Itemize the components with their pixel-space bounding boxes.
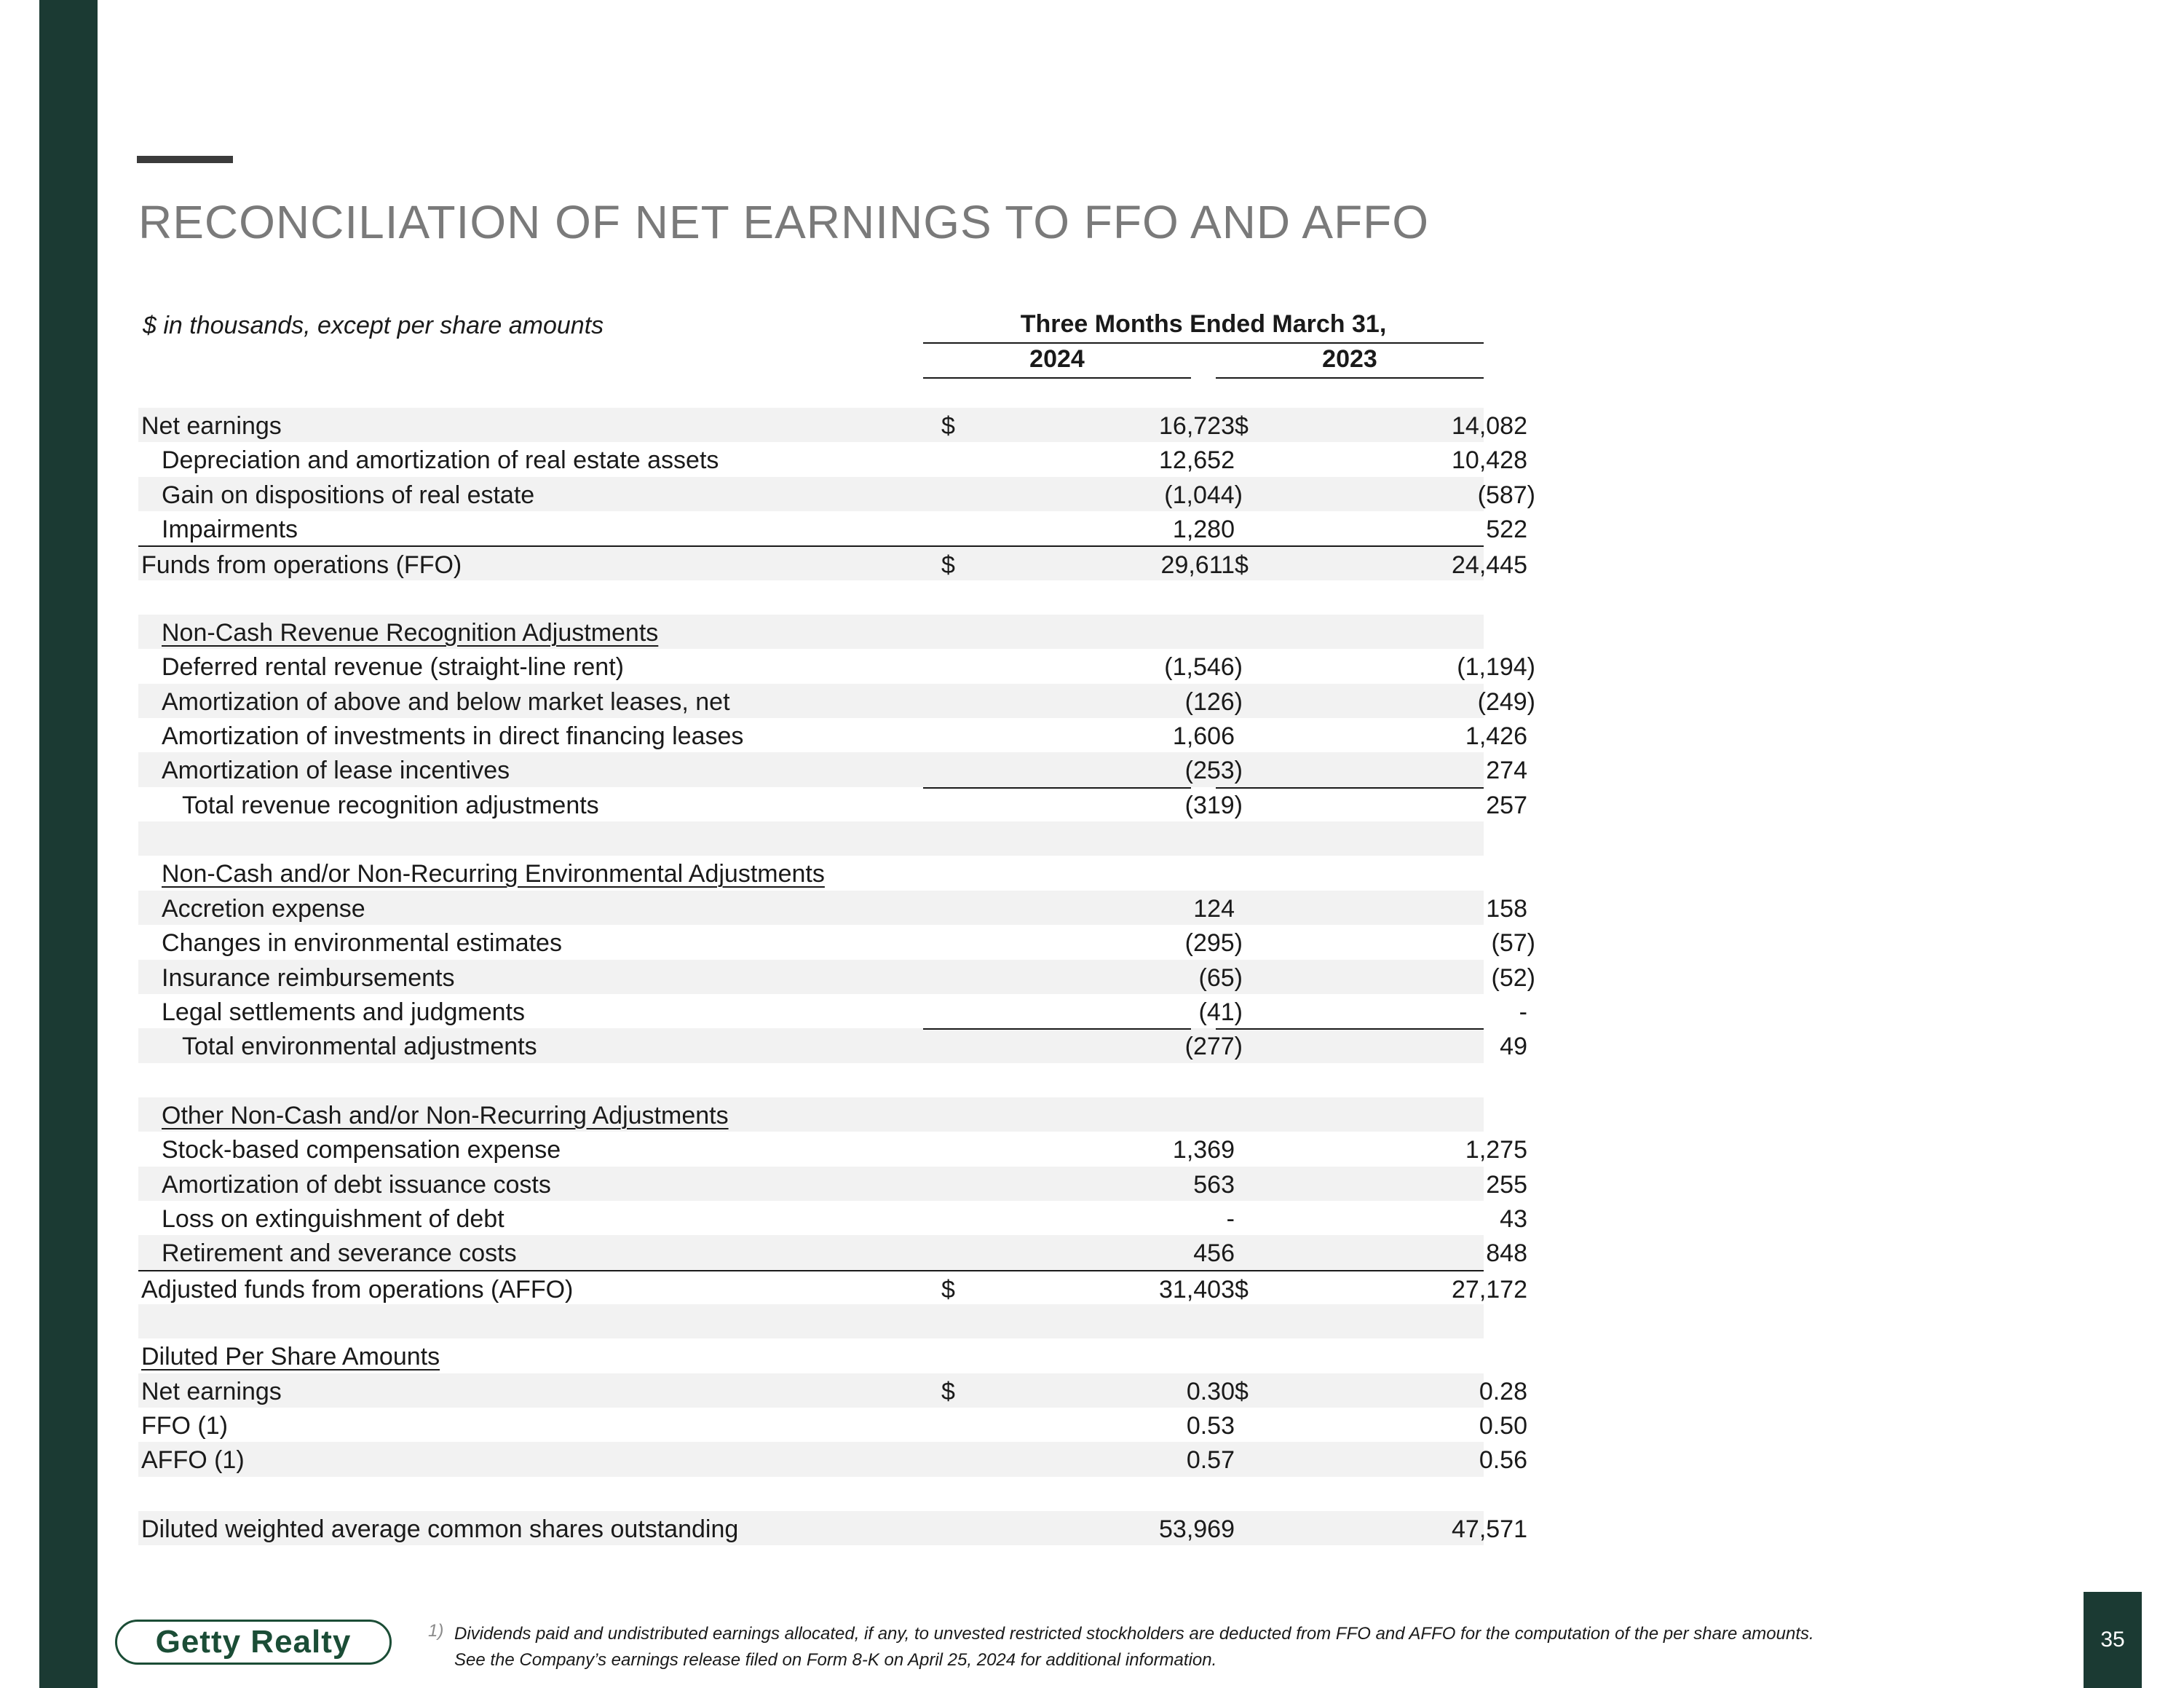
row-label: Amortization of lease incentives (162, 757, 510, 785)
section-heading: Non-Cash and/or Non-Recurring Environmental Adjustments (162, 860, 825, 888)
value-2023: (587) (1477, 481, 1535, 509)
row-label: Legal settlements and judgments (162, 998, 525, 1026)
period-header-rule (923, 342, 1484, 344)
currency-symbol: $ (1235, 1275, 1249, 1304)
currency-symbol: $ (941, 1377, 955, 1405)
value-2023: 0.56 (1479, 1446, 1527, 1475)
table-row (138, 891, 1527, 925)
table-row (138, 511, 1527, 545)
table-row (138, 649, 1535, 683)
getty-realty-logo (115, 1620, 392, 1665)
table-row (138, 752, 1527, 786)
row-label: Loss on extinguishment of debt (162, 1204, 505, 1233)
table-row (138, 1442, 1527, 1476)
value-2023: (249) (1477, 687, 1535, 716)
value-2023: 255 (1486, 1170, 1527, 1199)
row-label: Impairments (162, 516, 298, 544)
value-2023: 27,172 (1452, 1275, 1527, 1304)
subtotal-rule-2023 (1216, 1028, 1484, 1030)
row-label: Adjusted funds from operations (AFFO) (141, 1275, 574, 1304)
table-row (138, 960, 1535, 994)
value-2024: (1,546) (1164, 653, 1243, 682)
row-label: Net earnings (141, 1377, 282, 1405)
table-row (138, 856, 1484, 890)
table-row (138, 1132, 1527, 1166)
currency-symbol: $ (941, 551, 955, 580)
page-number: 35 (2084, 1592, 2142, 1688)
section-heading: Other Non-Cash and/or Non-Recurring Adjustments (162, 1101, 729, 1129)
value-2023: 274 (1486, 757, 1527, 785)
table-row (138, 615, 1484, 649)
table-row (138, 1097, 1484, 1132)
table-row (138, 684, 1535, 718)
year-2023-rule (1216, 377, 1484, 379)
logo-text: Getty Realty (155, 1624, 352, 1660)
subtotal-rule-2024 (923, 787, 1191, 789)
value-2024: (1,044) (1164, 481, 1243, 509)
value-2024: (65) (1198, 963, 1243, 992)
table-row (138, 1028, 1527, 1062)
footnote-marker: 1) (428, 1621, 444, 1641)
value-2023: (1,194) (1457, 653, 1535, 682)
value-2024: 12,652 (1159, 446, 1235, 475)
value-2024: 53,969 (1159, 1515, 1235, 1543)
value-2023: 522 (1486, 516, 1527, 544)
row-label: Retirement and severance costs (162, 1239, 517, 1268)
value-2024: 31,403 (1159, 1275, 1235, 1304)
value-2024: (277) (1184, 1033, 1243, 1061)
page-title: RECONCILIATION OF NET EARNINGS TO FFO AND AFFO (138, 196, 1430, 248)
table-row (138, 1235, 1527, 1269)
title-accent-line (137, 156, 233, 163)
row-label: AFFO (1) (141, 1446, 245, 1475)
table-row (138, 718, 1527, 752)
section-heading: Non-Cash Revenue Recognition Adjustments (162, 619, 659, 647)
table-row (138, 1270, 1527, 1304)
row-label: Changes in environmental estimates (162, 929, 562, 958)
table-row (138, 545, 1527, 580)
subtotal-rule-2024 (923, 1028, 1191, 1030)
value-2023: 43 (1500, 1204, 1527, 1233)
value-2023: 848 (1486, 1239, 1527, 1268)
value-2023: - (1519, 998, 1527, 1026)
value-2024: 0.53 (1186, 1411, 1235, 1440)
table-row (138, 1511, 1527, 1545)
year-2023-header: 2023 (1322, 345, 1377, 373)
value-2023: 14,082 (1452, 412, 1527, 440)
value-2023: 10,428 (1452, 446, 1527, 475)
currency-symbol: $ (941, 412, 955, 440)
row-label: Deferred rental revenue (straight-line rent) (162, 653, 624, 682)
table-row (138, 925, 1535, 959)
value-2024: 1,280 (1172, 516, 1235, 544)
row-label: Amortization of debt issuance costs (162, 1170, 551, 1199)
table-row (138, 787, 1527, 821)
value-2023: 47,571 (1452, 1515, 1527, 1543)
year-2024-header: 2024 (1029, 345, 1085, 373)
row-label: Total revenue recognition adjustments (182, 791, 599, 819)
value-2024: (41) (1198, 998, 1243, 1026)
table-row (138, 1201, 1527, 1235)
value-2023: 158 (1486, 894, 1527, 923)
value-2024: 1,606 (1172, 722, 1235, 751)
value-2023: (57) (1491, 929, 1535, 958)
table-spacer-row (138, 580, 1484, 615)
value-2024: (319) (1184, 791, 1243, 819)
table-row (138, 994, 1527, 1028)
table-row (138, 1373, 1527, 1408)
row-label: FFO (1) (141, 1411, 228, 1440)
subtotal-rule-2023 (1216, 787, 1484, 789)
value-2024: - (1226, 1204, 1235, 1233)
table-spacer-row (138, 1304, 1484, 1338)
reconciliation-table (138, 408, 1535, 1545)
value-2024: 456 (1193, 1239, 1235, 1268)
left-sidebar-bar (39, 0, 98, 1688)
currency-symbol: $ (941, 1275, 955, 1304)
currency-symbol: $ (1235, 551, 1249, 580)
table-row (138, 477, 1535, 511)
value-2024: 124 (1193, 894, 1235, 923)
row-label: Stock-based compensation expense (162, 1136, 561, 1164)
row-label: Diluted weighted average common shares outstanding (141, 1515, 739, 1543)
value-2024: 0.57 (1186, 1446, 1235, 1475)
value-2023: 49 (1500, 1033, 1527, 1061)
value-2023: 0.50 (1479, 1411, 1527, 1440)
value-2024: 0.30 (1186, 1377, 1235, 1405)
value-2024: 1,369 (1172, 1136, 1235, 1164)
value-2024: 29,611 (1160, 551, 1235, 580)
table-spacer-row (138, 1477, 1484, 1511)
units-note: $ in thousands, except per share amounts (143, 312, 604, 339)
row-label: Total environmental adjustments (182, 1033, 537, 1061)
table-row (138, 1338, 1484, 1373)
period-header: Three Months Ended March 31, (1020, 310, 1387, 338)
currency-symbol: $ (1235, 1377, 1249, 1405)
footnote-text: Dividends paid and undistributed earnings allocated, if any, to unvested restricted stockholders are deducted from FFO and AFFO for the computation of the per share amounts. See the Company’s earnings release filed on Form 8-K on April 25, 2024 for additional information. (454, 1624, 1814, 1670)
value-2023: 257 (1486, 791, 1527, 819)
row-label: Funds from operations (FFO) (141, 551, 462, 580)
year-2024-rule (923, 377, 1191, 379)
table-spacer-row (138, 821, 1484, 856)
row-label: Amortization of above and below market leases, net (162, 687, 730, 716)
section-heading: Diluted Per Share Amounts (141, 1343, 440, 1371)
table-spacer-row (138, 1063, 1484, 1097)
row-label: Net earnings (141, 412, 282, 440)
table-row (138, 442, 1527, 476)
value-2024: 16,723 (1159, 412, 1235, 440)
row-label: Gain on dispositions of real estate (162, 481, 535, 509)
value-2023: (52) (1491, 963, 1535, 992)
table-row (138, 408, 1527, 442)
table-row (138, 1408, 1527, 1442)
value-2024: (126) (1184, 687, 1243, 716)
value-2023: 1,275 (1465, 1136, 1527, 1164)
value-2024: 563 (1193, 1170, 1235, 1199)
table-row (138, 1167, 1527, 1201)
row-label: Accretion expense (162, 894, 365, 923)
row-label: Depreciation and amortization of real estate assets (162, 446, 719, 475)
value-2023: 24,445 (1452, 551, 1527, 580)
value-2023: 0.28 (1479, 1377, 1527, 1405)
row-label: Amortization of investments in direct financing leases (162, 722, 744, 751)
row-label: Insurance reimbursements (162, 963, 455, 992)
value-2023: 1,426 (1465, 722, 1527, 751)
currency-symbol: $ (1235, 412, 1249, 440)
value-2024: (253) (1184, 757, 1243, 785)
value-2024: (295) (1184, 929, 1243, 958)
